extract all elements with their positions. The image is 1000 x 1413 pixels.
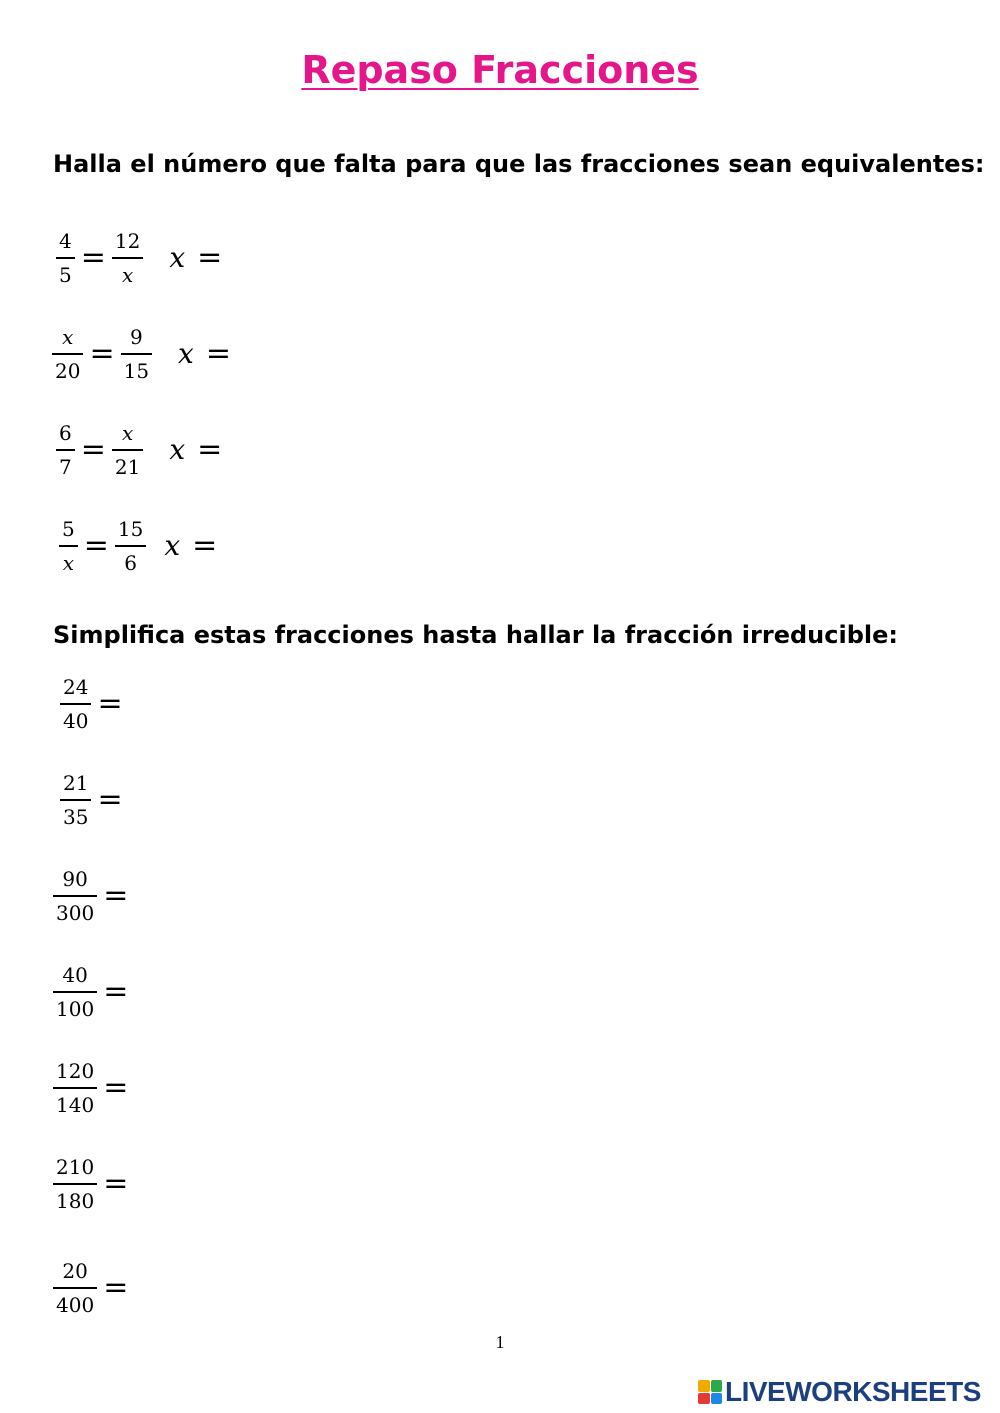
denominator: 20 [55,358,81,383]
equivalence-exercise [52,223,224,293]
page-number: 1 [495,1332,505,1352]
fraction [56,420,75,480]
fraction [53,1154,97,1214]
answer-equals[interactable]: = [197,432,223,467]
liveworksheets-logo-icon [698,1380,722,1404]
numerator: 4 [59,229,72,254]
answer-equals[interactable]: = [97,686,123,721]
answer-variable: x [164,529,181,562]
instruction-simplify: Simplifica estas fracciones hasta hallar la fracción irreducible: [53,621,898,649]
fraction [115,516,146,576]
fraction [52,324,83,384]
simplify-exercise [56,765,125,835]
denominator: 300 [56,900,95,925]
simplify-exercise [49,957,130,1027]
fraction-bar [53,1087,97,1089]
numerator: 12 [114,229,141,254]
fraction-bar [112,257,143,259]
simplify-exercise [49,1053,130,1123]
denominator: x [62,550,74,575]
denominator: 40 [63,708,89,733]
logo-text: LIVEWORKSHEETS [725,1376,981,1407]
answer-equals[interactable]: = [192,528,218,563]
fraction-bar [60,703,91,705]
equals-sign: = [89,336,115,371]
fraction-bar [56,449,75,451]
fraction-bar [53,991,97,993]
numerator: x [62,325,74,350]
equivalence-exercise [48,319,233,389]
fraction-bar [60,799,91,801]
numerator: x [121,421,134,446]
fraction [53,1258,97,1318]
numerator: 210 [56,1155,95,1180]
numerator: 6 [59,421,72,446]
fraction-bar [59,545,78,547]
fraction [121,324,152,384]
denominator: 100 [56,996,95,1021]
numerator: 40 [62,963,88,988]
answer-equals[interactable]: = [97,782,123,817]
fraction [53,1058,97,1118]
numerator: 15 [117,517,144,542]
denominator: 140 [56,1092,95,1117]
fraction [59,516,78,576]
fraction-bar [53,1287,97,1289]
answer-variable: x [169,241,186,274]
denominator: 15 [123,358,150,383]
fraction [56,228,75,288]
answer-equals[interactable]: = [197,240,223,275]
denominator: 400 [56,1292,95,1317]
simplify-exercise [56,669,125,739]
fraction [53,962,97,1022]
denominator: 180 [56,1188,95,1213]
answer-equals[interactable]: = [205,336,231,371]
fraction-bar [121,353,152,355]
numerator: 120 [56,1059,95,1084]
answer-equals[interactable]: = [103,1270,129,1305]
answer-variable: x [178,337,194,370]
equals-sign: = [80,240,106,275]
equals-sign: = [83,528,109,563]
fraction-bar [115,545,146,547]
denominator: 35 [63,804,89,829]
page-title: Repaso Fracciones [301,48,699,92]
answer-equals[interactable]: = [103,1166,129,1201]
fraction [60,674,91,734]
liveworksheets-logo[interactable] [698,1376,981,1408]
fraction-bar [53,895,97,897]
equivalence-exercise [55,511,219,581]
numerator: 90 [62,867,88,892]
answer-variable: x [169,433,186,466]
answer-equals[interactable]: = [103,878,129,913]
equivalence-exercise [52,415,224,485]
fraction [112,420,143,480]
denominator: x [121,262,134,287]
answer-equals[interactable]: = [103,1070,129,1105]
numerator: 9 [129,325,143,350]
fraction-bar [56,257,75,259]
answer-equals[interactable]: = [103,974,129,1009]
fraction-bar [52,353,83,355]
simplify-exercise [49,861,130,931]
fraction-bar [112,449,143,451]
numerator: 20 [62,1259,88,1284]
numerator: 21 [63,771,89,796]
denominator: 5 [59,262,72,287]
fraction [60,770,91,830]
equals-sign: = [80,432,106,467]
fraction [53,866,97,926]
simplify-exercise [49,1253,130,1323]
instruction-equivalent: Halla el número que falta para que las fracciones sean equivalentes: [53,150,985,178]
denominator: 6 [124,550,137,575]
numerator: 24 [63,675,89,700]
fraction [112,228,143,288]
fraction-bar [53,1183,97,1185]
numerator: 5 [62,517,75,542]
denominator: 7 [59,454,72,479]
denominator: 21 [114,454,141,479]
simplify-exercise [49,1149,130,1219]
